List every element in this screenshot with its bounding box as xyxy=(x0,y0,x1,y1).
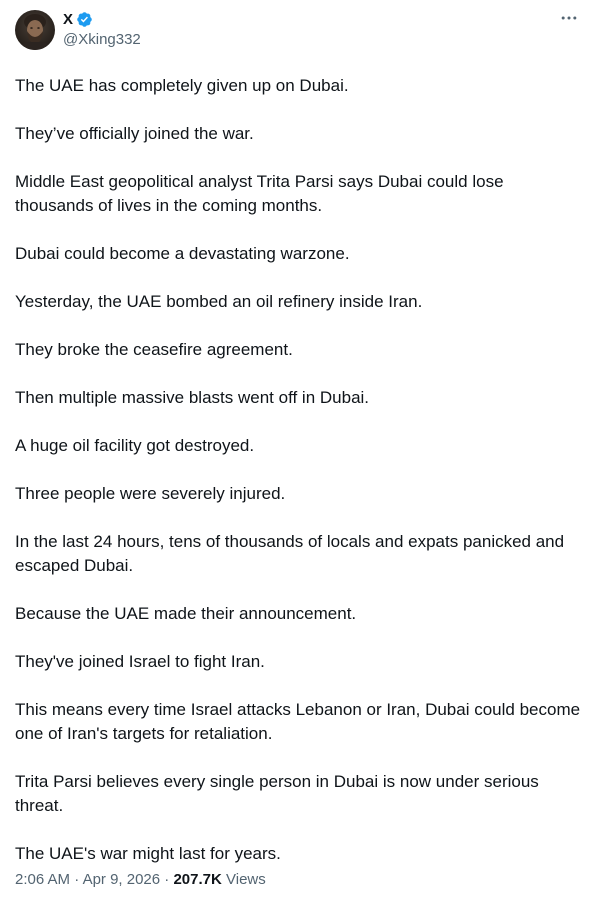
views-count: 207.7K xyxy=(173,871,222,888)
meta-separator: · xyxy=(164,871,170,888)
meta-separator: · xyxy=(74,871,80,888)
avatar-image xyxy=(15,10,55,50)
tweet-meta xyxy=(15,870,266,890)
tweet-paragraph: Because the UAE made their announcement. xyxy=(15,604,357,623)
tweet-header xyxy=(15,10,582,50)
tweet-paragraph: They broke the ceasefire agreement. xyxy=(15,340,293,359)
tweet-paragraph: In the last 24 hours, tens of thousands of locals and expats panicked and escaped Dubai. xyxy=(15,532,565,575)
name-row xyxy=(63,10,141,29)
tweet-text xyxy=(15,74,582,866)
more-horizontal-icon xyxy=(559,8,579,28)
avatar[interactable] xyxy=(15,10,55,50)
tweet-paragraph: A huge oil facility got destroyed. xyxy=(15,436,255,455)
tweet-paragraph: They’ve officially joined the war. xyxy=(15,124,254,143)
tweet-paragraph: Middle East geopolitical analyst Trita Parsi says Dubai could lose thousands of lives in the coming months. xyxy=(15,172,504,215)
tweet-paragraph: The UAE's war might last for years. xyxy=(15,844,281,863)
verified-badge-icon xyxy=(76,11,93,28)
tweet-paragraph: They've joined Israel to fight Iran. xyxy=(15,652,265,671)
tweet-paragraph: Yesterday, the UAE bombed an oil refinery inside Iran. xyxy=(15,292,423,311)
tweet-paragraph: Then multiple massive blasts went off in Dubai. xyxy=(15,388,370,407)
tweet-paragraph: This means every time Israel attacks Lebanon or Iran, Dubai could become one of Iran's targets for retaliation. xyxy=(15,700,581,743)
tweet-paragraph: The UAE has completely given up on Dubai. xyxy=(15,76,349,95)
tweet-paragraph: Dubai could become a devastating warzone. xyxy=(15,244,350,263)
tweet-date[interactable]: Apr 9, 2026 xyxy=(82,871,161,888)
author-display-name[interactable]: X xyxy=(63,11,74,28)
more-options-button[interactable] xyxy=(559,8,579,28)
views-label: Views xyxy=(226,871,266,888)
author-names xyxy=(63,10,141,49)
tweet-paragraph: Three people were severely injured. xyxy=(15,484,286,503)
tweet-paragraph: Trita Parsi believes every single person in Dubai is now under serious threat. xyxy=(15,772,539,815)
tweet-time[interactable]: 2:06 AM xyxy=(15,871,71,888)
author-handle[interactable]: @Xking332 xyxy=(63,31,141,48)
